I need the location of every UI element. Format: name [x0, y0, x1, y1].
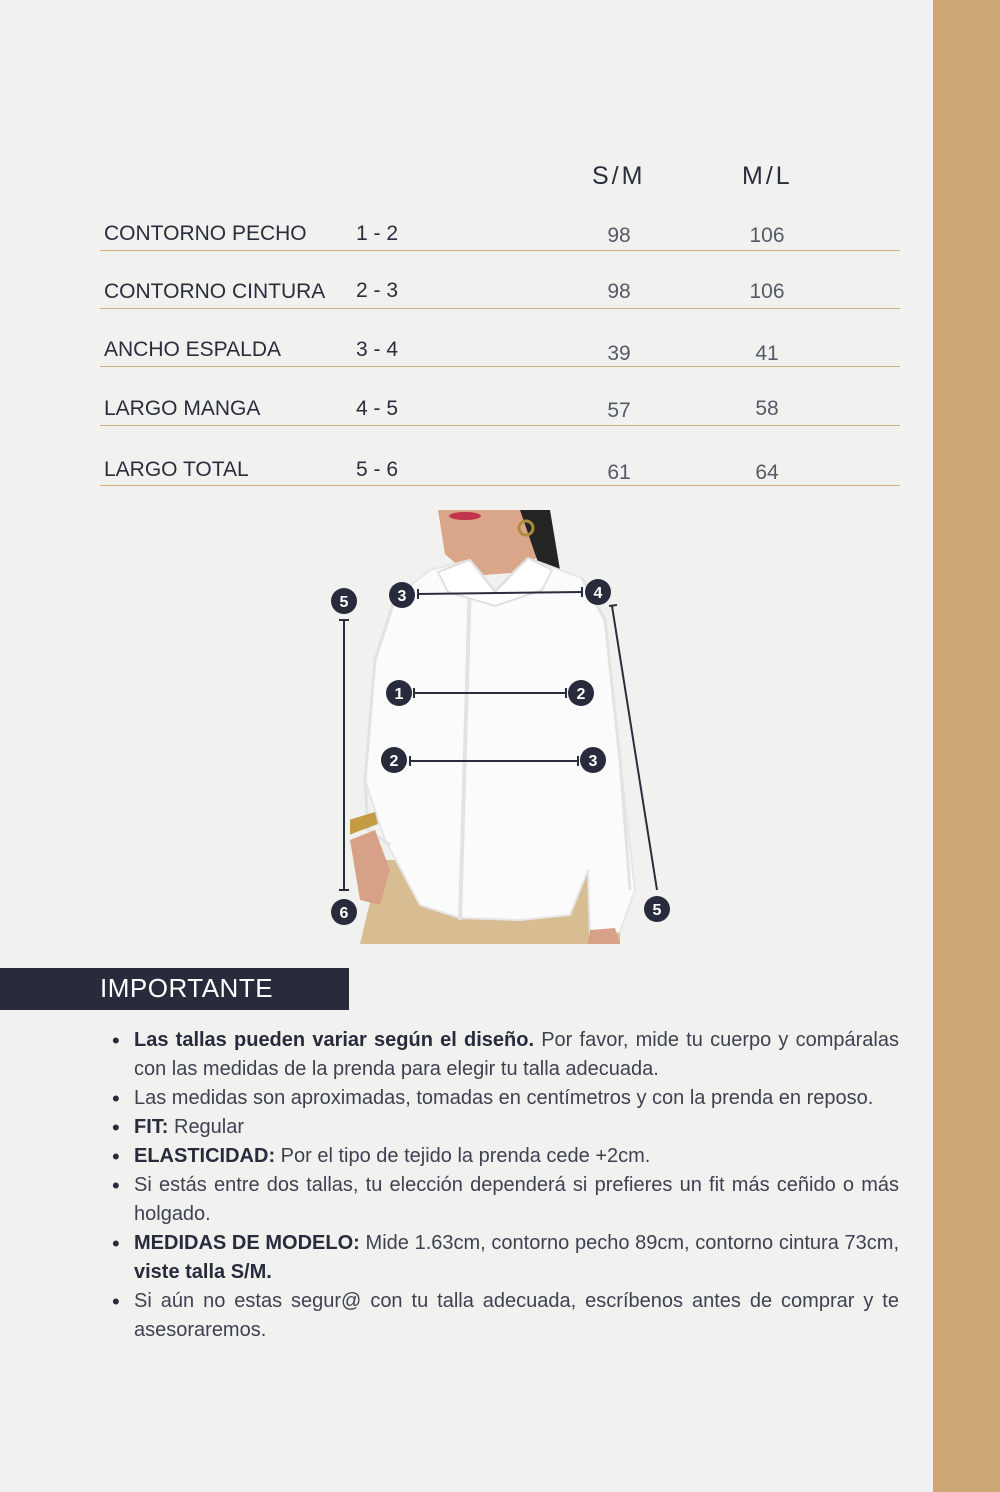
svg-text:3: 3 [397, 588, 407, 605]
svg-text:4: 4 [593, 585, 603, 602]
note-bold-end: viste talla S/M. [134, 1261, 272, 1283]
list-item [134, 1026, 899, 1084]
marker-2-waist [381, 747, 407, 773]
svg-text:1: 1 [394, 686, 404, 703]
note-text: Si aún no estas segur@ con tu talla adecuada, escríbenos antes de comprar y te asesoraremos. [134, 1290, 899, 1341]
value-ml: 41 [755, 342, 779, 365]
measure-points: 2 - 3 [356, 279, 399, 302]
measure-label: ANCHO ESPALDA [104, 338, 281, 361]
svg-text:2: 2 [576, 686, 586, 703]
value-ml: 58 [755, 397, 779, 420]
value-sm: 61 [607, 461, 631, 484]
value-sm: 98 [607, 280, 631, 303]
note-text: Por el tipo de tejido la prenda cede +2cm. [275, 1145, 651, 1167]
lips-shape [449, 512, 481, 520]
marker-5-right [644, 896, 670, 922]
note-bold: Las tallas pueden variar según el diseño. [134, 1029, 534, 1051]
list-item [134, 1171, 899, 1229]
table-row [100, 435, 900, 486]
measure-points: 1 - 2 [356, 222, 399, 245]
svg-text:2: 2 [389, 753, 399, 770]
size-header-ml: M/L [742, 162, 793, 190]
value-sm: 57 [607, 399, 631, 422]
note-text: Regular [168, 1116, 245, 1138]
table-row [100, 375, 900, 426]
measure-tick [609, 605, 617, 606]
note-text: Las medidas son aproximadas, tomadas en centímetros y con la prenda en reposo. [134, 1087, 874, 1109]
value-ml: 106 [749, 224, 785, 247]
list-item [134, 1142, 899, 1171]
measure-points: 5 - 6 [356, 458, 399, 481]
important-banner [0, 968, 349, 1010]
value-sm: 98 [607, 224, 631, 247]
marker-1 [386, 680, 412, 706]
measure-label: CONTORNO PECHO [104, 222, 307, 245]
note-text: Mide 1.63cm, contorno pecho 89cm, contorno cintura 73cm, [359, 1232, 900, 1254]
note-text: Por favor, mide tu cuerpo y compáralas con las medidas de la prenda para elegir tu talla adecuada. [134, 1029, 899, 1080]
measure-label: CONTORNO CINTURA [104, 280, 326, 303]
note-bold: ELASTICIDAD: [134, 1145, 276, 1167]
note-bold: MEDIDAS DE MODELO: [134, 1232, 360, 1254]
shirt-measurement-figure [320, 510, 680, 944]
marker-3-top [389, 582, 415, 608]
table-row [100, 200, 900, 251]
value-sm: 39 [607, 342, 631, 365]
notes-list [134, 1026, 899, 1345]
note-bold: FIT: [134, 1116, 169, 1138]
marker-5-left [331, 588, 357, 614]
marker-3-waist [580, 747, 606, 773]
right-hand-shape [588, 928, 620, 944]
measure-points: 4 - 5 [356, 397, 399, 420]
marker-2-chest [568, 680, 594, 706]
list-item [134, 1287, 899, 1345]
marker-4 [585, 579, 611, 605]
list-item [134, 1113, 899, 1142]
value-ml: 106 [749, 280, 785, 303]
table-row [100, 258, 900, 309]
list-item [134, 1084, 899, 1113]
size-header-sm: S/M [592, 162, 646, 190]
shirt-shape [365, 558, 635, 935]
svg-text:6: 6 [339, 905, 349, 922]
important-title: IMPORTANTE [100, 973, 274, 1003]
measure-label: LARGO MANGA [104, 397, 261, 420]
side-accent-bar [933, 0, 1000, 1492]
note-text: Si estás entre dos tallas, tu elección dependerá si prefieres un fit más ceñido o más holgado. [134, 1174, 899, 1225]
marker-6 [331, 899, 357, 925]
svg-text:5: 5 [339, 594, 349, 611]
measure-points: 3 - 4 [356, 338, 399, 361]
svg-text:3: 3 [588, 753, 598, 770]
value-ml: 64 [755, 461, 779, 484]
table-row [100, 316, 900, 367]
svg-text:5: 5 [652, 902, 662, 919]
list-item [134, 1229, 899, 1287]
measure-label: LARGO TOTAL [104, 458, 249, 481]
